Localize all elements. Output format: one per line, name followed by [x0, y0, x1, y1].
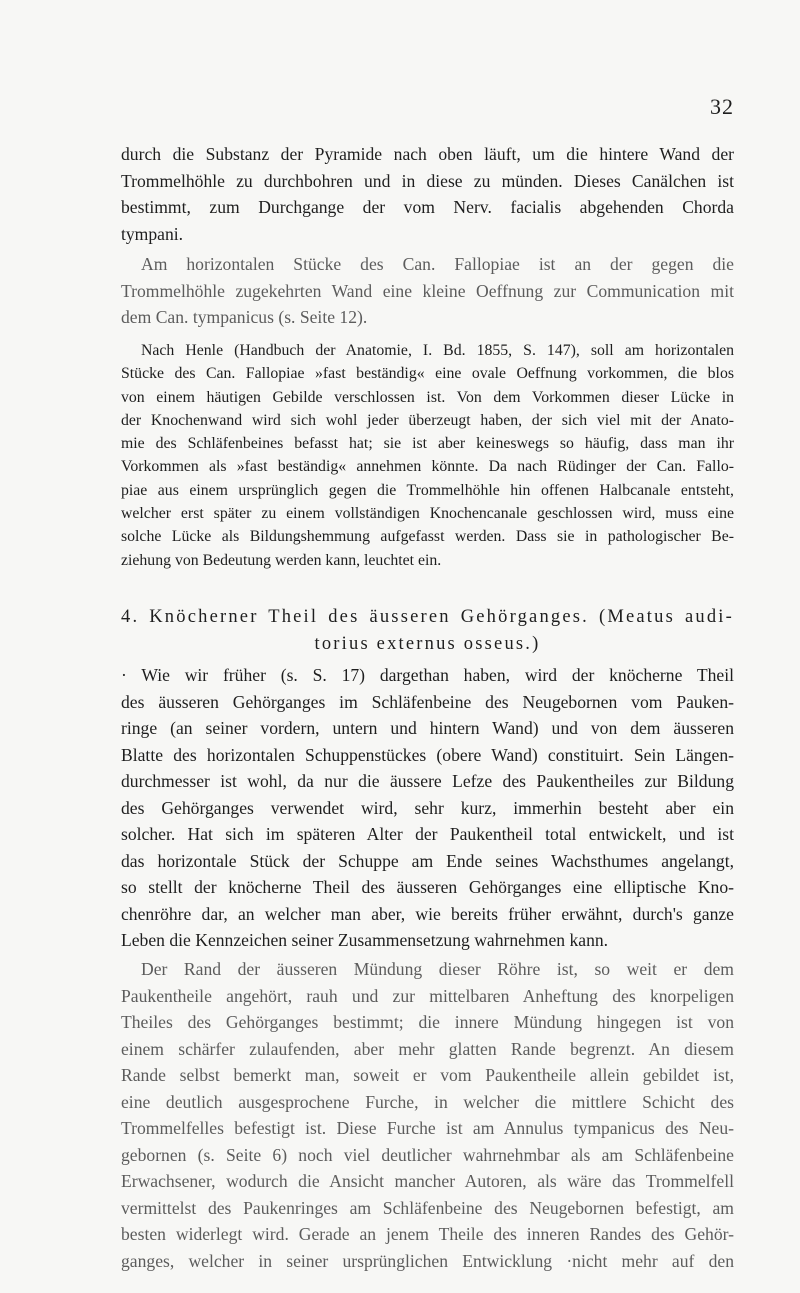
note-line: piae aus einem ursprünglich gegen die Trommelhöhle hin offenen Halbcanale entsteht,	[121, 481, 734, 499]
text-line: Trommelfelles befestigt ist. Diese Furche ist am Annulus tympanicus des Neu-	[121, 1118, 734, 1138]
text-line: Erwachsener, wodurch die Ansicht mancher Autoren, als wäre das Trommelfell	[121, 1171, 734, 1191]
text-line: bestimmt, zum Durchgange der vom Nerv. facialis abgehenden Chorda	[121, 197, 734, 217]
text-line: chenröhre dar, an welcher man aber, wie bereits früher erwähnt, durch's ganze	[121, 903, 734, 924]
text-line: des äusseren Gehörganges im Schläfenbeine des Neugebornen vom Pauken-	[121, 691, 734, 712]
note-line: solche Lücke als Bildungshemmung aufgefasst werden. Dass sie in pathologischer Be-	[121, 528, 734, 546]
text-line: Der Rand der äusseren Mündung dieser Röhre ist, so weit er dem	[141, 959, 734, 979]
text-line: durch die Substanz der Pyramide nach oben läuft, um die hintere Wand der	[121, 144, 734, 164]
text-line: durchmesser ist wohl, da nur die äussere Lefze des Paukentheiles zur Bildung	[121, 771, 734, 791]
text-line: ganges, welcher in seiner ursprünglichen Entwicklung ·nicht mehr auf den	[121, 1250, 734, 1271]
text-line: gebornen (s. Seite 6) noch viel deutlicher wahrnehmbar als am Schläfenbeine	[121, 1144, 734, 1165]
text-line: vermittelst des Paukenringes am Schläfenbeine des Neugebornen befestigt, am	[121, 1197, 734, 1218]
note-line: ziehung von Bedeutung werden kann, leuchtet ein.	[121, 551, 442, 569]
text-line: Theiles des Gehörganges bestimmt; die innere Mündung hingegen ist von	[121, 1012, 734, 1032]
note-line: Stücke des Can. Fallopiae »fast beständig« eine ovale Oeffnung vorkommen, die blos	[121, 365, 734, 383]
footnote-henle	[121, 339, 734, 572]
text-line: Trommelhöhle zugekehrten Wand eine kleine Oeffnung zur Communication mit	[121, 280, 734, 301]
text-line: einem schärfer zulaufenden, aber mehr glatten Rande begrenzt. An diesem	[121, 1038, 734, 1059]
text-line: Paukentheile angehört, rauh und zur mittelbaren Anheftung des knorpeligen	[121, 985, 734, 1006]
text-line: Leben die Kennzeichen seiner Zusammensetzung wahrnehmen kann.	[121, 930, 609, 950]
text-line: dem Can. tympanicus (s. Seite 12).	[121, 307, 368, 327]
page-number: 32	[710, 94, 734, 119]
note-line: welcher erst später zu einem vollständigen Knochencanale geschlossen wird, muss eine	[121, 505, 734, 523]
text-line: Blatte des horizontalen Schuppenstückes (obere Wand) constituirt. Sein Längen-	[121, 744, 734, 765]
heading-line: 4. Knöcherner Theil des äusseren Gehörganges. (Meatus audi-	[121, 607, 734, 627]
section-heading	[121, 604, 734, 657]
paragraph-chorda-tympani	[121, 141, 734, 247]
text-line: Trommelhöhle zu durchbohren und in diese zu münden. Dieses Canälchen ist	[121, 170, 734, 191]
text-line: solcher. Hat sich im späteren Alter der Paukentheil total entwickelt, und ist	[121, 824, 734, 844]
paragraph-rand-muendung	[121, 956, 734, 1274]
note-line: von einem häutigen Gebilde verschlossen ist. Von dem Vorkommen dieser Lücke in	[121, 388, 734, 406]
text-line: tympani.	[121, 223, 184, 244]
note-line: der Knochenwand wird sich wohl jeder überzeugt haben, der sich viel mit der Anato-	[121, 411, 734, 429]
text-line: so stellt der knöcherne Theil des äusseren Gehörganges eine elliptische Kno-	[121, 877, 734, 897]
text-line: · Wie wir früher (s. S. 17) dargethan haben, wird der knöcherne Theil	[121, 665, 734, 685]
heading-line: torius externus osseus.)	[314, 633, 541, 654]
paragraph-knoecherner-theil	[121, 662, 734, 954]
text-line: Rande selbst bemerkt man, soweit er vom Paukentheile allein gebildet ist,	[121, 1065, 734, 1085]
text-line: Am horizontalen Stücke des Can. Fallopiae ist an der gegen die	[141, 254, 734, 274]
note-line: Vorkommen als »fast beständig« annehmen könnte. Da nach Rüdinger der Can. Fallo-	[121, 458, 734, 476]
text-line: eine deutlich ausgesprochene Furche, in welcher die mittlere Schicht des	[121, 1091, 734, 1112]
text-line: besten widerlegt wird. Gerade an jenem Theile des inneren Randes des Gehör-	[121, 1224, 734, 1244]
paragraph-oeffnung	[121, 251, 734, 331]
text-line: ringe (an seiner vordern, untern und hintern Wand) und von dem äusseren	[121, 718, 734, 738]
text-line: das horizontale Stück der Schuppe am Ende seines Wachsthumes angelangt,	[121, 850, 734, 871]
text-line: des Gehörganges verwendet wird, sehr kurz, immerhin besteht aber ein	[121, 797, 734, 818]
note-line: Nach Henle (Handbuch der Anatomie, I. Bd. 1855, S. 147), soll am horizontalen	[141, 342, 734, 359]
note-line: mie des Schläfenbeines befasst hat; sie ist aber keineswegs so häufig, dass man ihr	[121, 435, 734, 453]
